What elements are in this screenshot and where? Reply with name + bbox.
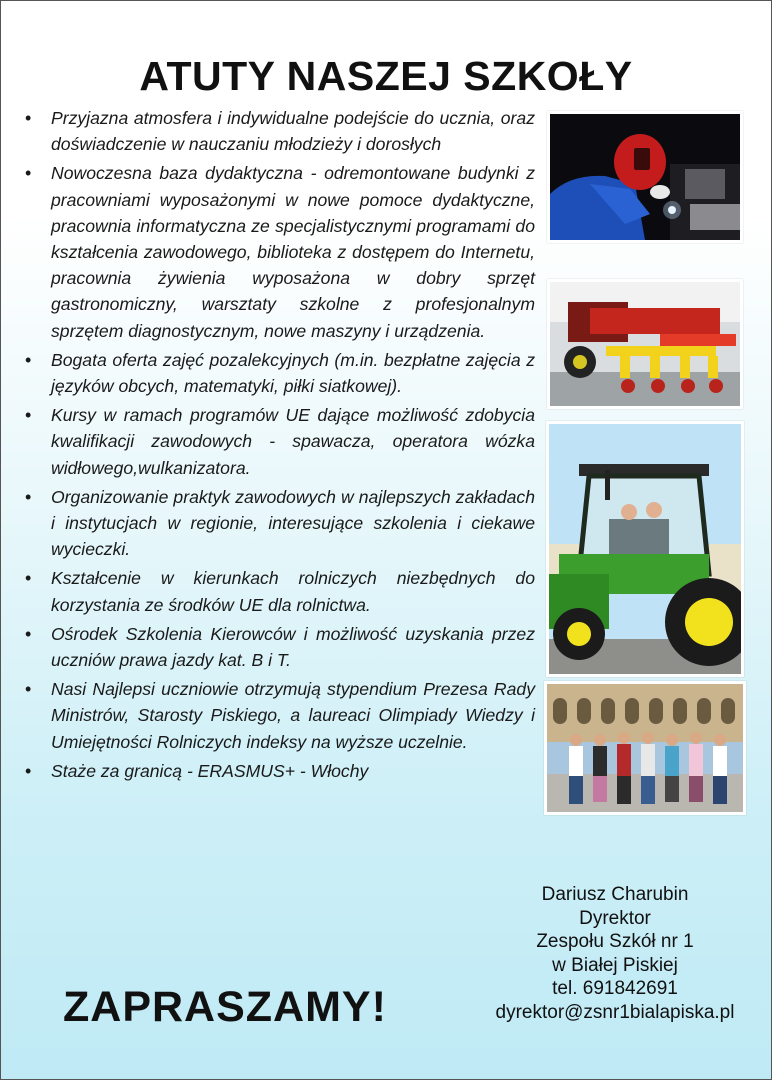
list-item: • Nasi Najlepsi uczniowie otrzymują stypendium Prezesa Rady Ministrów, Starosty Piskiego, a laureaci Olimpiady Wiedzy i Umiejętności Rolniczych indeksy na wyższe uczelnie.	[23, 676, 535, 755]
director-name: Dariusz Charubin	[541, 884, 689, 905]
advantages-list	[23, 105, 535, 787]
welder-photo	[547, 111, 743, 243]
list-item: • Kształcenie w kierunkach rolniczych niezbędnych do korzystania ze środków UE dla rolnictwa.	[23, 565, 535, 617]
tractor-photo	[546, 421, 744, 677]
email: dyrektor@zsnr1bialapiska.pl	[495, 1001, 735, 1023]
list-item: • Bogata oferta zajęć pozalekcyjnych (m.in. bezpłatne zajęcia z języków obcych, matematyki, piłki siatkowej).	[23, 347, 535, 399]
list-item: • Nowoczesna baza dydaktyczna - odremontowane budynki z pracowniami wyposażonymi w nowe pomoce dydaktyczne, pracownia informatyczna ze specjalistycznymi programami do kształcenia zawodowego, biblioteka z dostępem do Internetu, pracownia żywienia wyposażona w dobry sprzęt gastronomiczny, warsztaty szkolne z profesjonalnym sprzętem diagnostycznym, nowe maszyny i urządzenia.	[23, 160, 535, 343]
group-trip-photo	[544, 681, 746, 815]
list-item: • Kursy w ramach programów UE dające możliwość zdobycia kwalifikacji zawodowych - spawacza, operatora wózka widłowego,wulkanizatora.	[23, 402, 535, 481]
list-item: • Ośrodek Szkolenia Kierowców i możliwość uzyskania przez uczniów prawa jazdy kat. B i T.	[23, 621, 535, 673]
invitation-heading: ZAPRASZAMY!	[63, 983, 387, 1031]
list-item: • Organizowanie praktyk zawodowych w najlepszych zakładach i instytucjach w regionie, interesujące szkolenia i ciekawe wycieczki.	[23, 484, 535, 563]
list-item: • Staże za granicą - ERASMUS+ - Włochy	[23, 758, 535, 784]
director-role: Dyrektor	[579, 907, 651, 929]
school-city: w Białej Piskiej	[552, 954, 678, 976]
page-title: ATUTY NASZEJ SZKOŁY	[139, 53, 633, 99]
list-item: • Przyjazna atmosfera i indywidualne podejście do ucznia, oraz doświadczenie w nauczaniu młodzieży i dorosłych	[23, 105, 535, 157]
contact-block	[485, 883, 745, 1024]
phone: tel. 691842691	[552, 978, 678, 999]
seeder-machine-photo	[547, 279, 743, 409]
school-name: Zespołu Szkół nr 1	[536, 931, 694, 952]
